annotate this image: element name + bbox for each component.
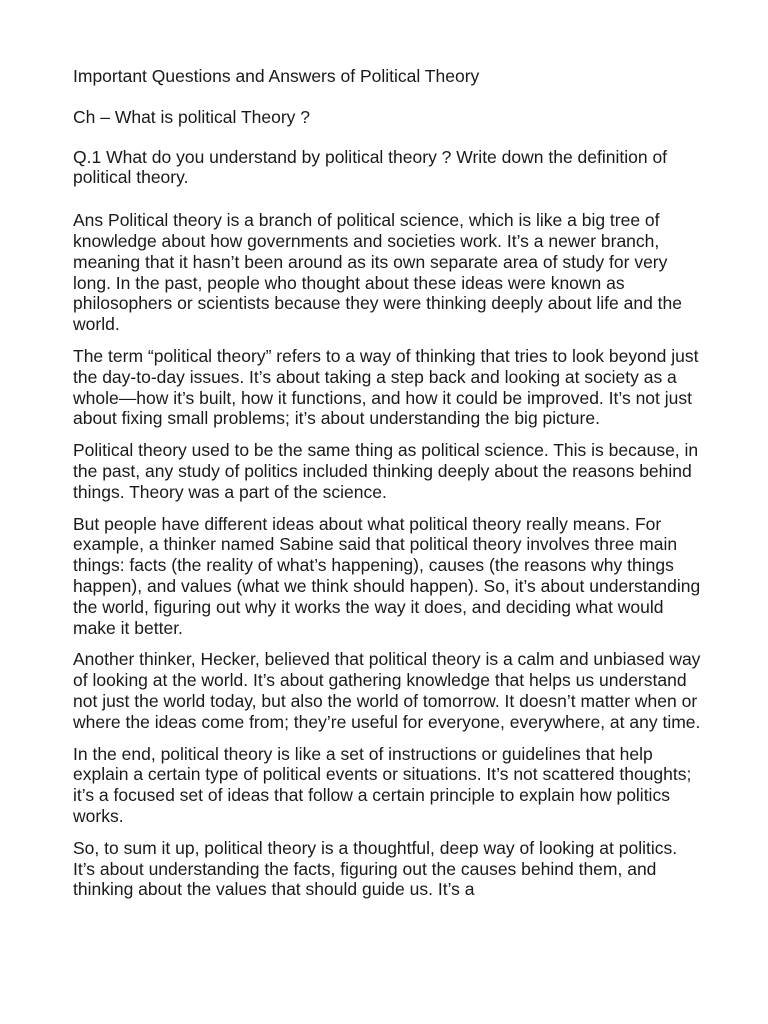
answer-paragraph: Ans Political theory is a branch of political science, which is like a big tree of knowledge about how governments and societies work. It’s a newer branch, meaning that it hasn’t been around as its own separate area of study for very long. In the past, people who thought about these ideas were known as philosophers or scientists because they were thinking deeply about life and the world. [73,210,682,335]
answer-paragraph: The term “political theory” refers to a way of thinking that tries to look beyond just the day-to-day issues. It’s about taking a step back and looking at society as a whole—how it’s built, how it functions, and how it could be improved. It’s not just about fixing small problems; it’s about understanding the big picture. [73,345,699,429]
chapter-heading: Ch – What is political Theory ? [73,106,311,127]
document-page [73,66,703,911]
answer-paragraph: But people have different ideas about what political theory really means. For example, a thinker named Sabine said that political theory involves three main things: facts (the reality of what’s happening), causes (the reasons why things happen), and values (what we think should happen). So, it’s about understanding the world, figuring out why it works the way it does, and deciding what would make it better. [73,513,701,638]
question-text: Q.1 What do you understand by political theory ? Write down the definition of political theory. [73,146,668,188]
answer-paragraph: Another thinker, Hecker, believed that political theory is a calm and unbiased way of looking at the world. It’s about gathering knowledge that helps us understand not just the world today, but also the world of tomorrow. It doesn’t matter when or where the ideas come from; they’re useful for everyone, everywhere, at any time. [73,649,701,732]
answer-paragraph: Political theory used to be the same thing as political science. This is because, in the past, any study of politics included thinking deeply about the reasons behind things. Theory was a part of the science. [73,440,699,502]
answer-paragraph: So, to sum it up, political theory is a thoughtful, deep way of looking at politics. It’s about understanding the facts, figuring out the causes behind them, and thinking about the values that should guide us. It’s a [73,837,678,900]
document-title: Important Questions and Answers of Political Theory [73,66,480,86]
answer-paragraph: In the end, political theory is like a set of instructions or guidelines that help explain a certain type of political events or situations. It’s not scattered thoughts; it’s a focused set of ideas that follow a certain principle to explain how politics works. [73,743,692,826]
